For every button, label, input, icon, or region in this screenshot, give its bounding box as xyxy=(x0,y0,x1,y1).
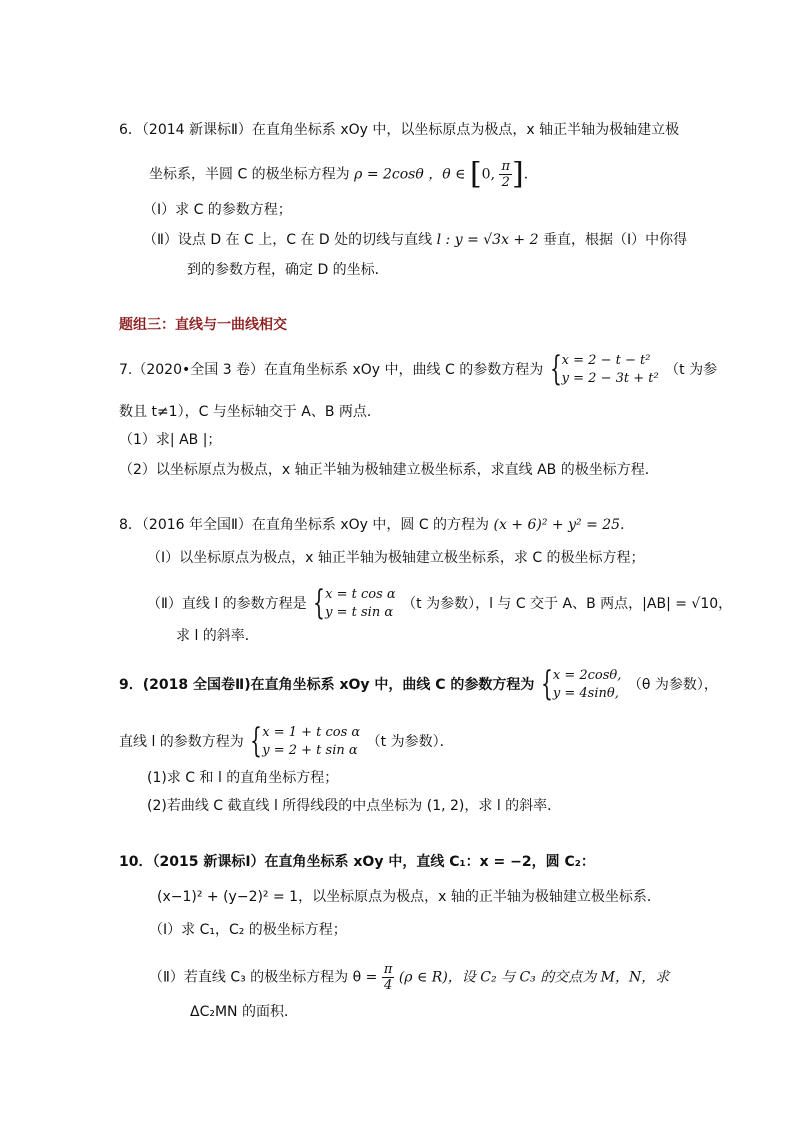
section-heading: 题组三：直线与一曲线相交 xyxy=(119,317,287,333)
q9-line2: 直线 l 的参数方程为 { x = 1 + t cos α y = 2 + t sin α （t 为参数）． xyxy=(119,721,454,761)
q6-line2: 坐标系，半圆 C 的极坐标方程为 ρ = 2cosθ ，θ ∈ [0, $\frac{\pi}{2}$ ]． xyxy=(149,156,538,192)
q9-line3: (1)求 C 和 l 的直角坐标方程； xyxy=(147,770,339,786)
q9-line4: (2)若曲线 C 截直线 l 所得线段的中点坐标为 (1, 2)，求 l 的斜率． xyxy=(147,798,562,814)
q9-system-1: { x = 2cosθ, y = 4sinθ, xyxy=(540,664,622,704)
q8-line2: （Ⅰ）以坐标原点为极点，x 轴正半轴为极轴建立极坐标系，求 C 的极坐标方程； xyxy=(147,550,645,566)
q7-line4: （2）以坐标原点为极点，x 轴正半轴为极轴建立极坐标系，求直线 AB 的极坐标方程． xyxy=(119,462,659,478)
q10-line3: （Ⅰ）求 C₁，C₂ 的极坐标方程； xyxy=(149,922,347,938)
q7-line2: 数且 t≠1），C 与坐标轴交于 A、B 两点． xyxy=(119,404,381,420)
q6-line5: 到的参数方程，确定 D 的坐标． xyxy=(187,262,389,278)
q8-system: { x = t cos α y = t sin α xyxy=(313,583,396,623)
q6-frac: $\frac{\pi}{2}$ xyxy=(501,159,511,190)
q10-line2: (x−1)² + (y−2)² = 1，以坐标原点为极点，x 轴的正半轴为极轴建立极坐标系． xyxy=(157,889,661,905)
q6-line1: 6．（2014 新课标Ⅱ）在直角坐标系 xOy 中，以坐标原点为极点，x 轴正半轴为极轴建立极 xyxy=(119,122,680,138)
q9-line1: 9．(2018 全国卷Ⅱ)在直角坐标系 xOy 中，曲线 C 的参数方程为 { x = 2cosθ, y = 4sinθ, （θ 为参数）， xyxy=(119,664,718,704)
q7-system: { x = 2 − t − t² y = 2 − 3t + t² xyxy=(549,349,659,389)
q8-line4: 求 l 的斜率． xyxy=(176,628,259,644)
q10-line5: ΔC₂MN 的面积． xyxy=(190,1004,298,1020)
q8-line3: （Ⅱ）直线 l 的参数方程是 { x = t cos α y = t sin α （t 为参数），l 与 C 交于 A、B 两点，|AB| = √10， xyxy=(147,583,733,623)
q7-line1: 7.（2020•全国 3 卷）在直角坐标系 xOy 中，曲线 C 的参数方程为 { x = 2 − t − t² y = 2 − 3t + t² （t 为参 xyxy=(119,349,718,389)
q10-frac: $\frac{\pi}{4}$ xyxy=(383,962,393,993)
q10-line4: （Ⅱ）若直线 C₃ 的极坐标方程为 θ = $\frac{\pi}{4}$ (ρ ∈ R)，设 C₂ 与 C₃ 的交点为 M，N，求 xyxy=(149,962,670,993)
q7-line3: （1）求| AB |； xyxy=(119,432,222,448)
q10-line1: 10．（2015 新课标Ⅰ）在直角坐标系 xOy 中，直线 C₁：x = −2，圆 C₂： xyxy=(119,854,595,870)
q6-line3: （Ⅰ）求 C 的参数方程； xyxy=(143,202,292,218)
q6-line4: （Ⅱ）设点 D 在 C 上，C 在 D 处的切线与直线 l : y = √3x + 2 垂直，根据（Ⅰ）中你得 xyxy=(143,232,688,248)
q9-system-2: { x = 1 + t cos α y = 2 + t sin α xyxy=(250,721,361,761)
q8-line1: 8．（2016 年全国Ⅱ）在直角坐标系 xOy 中，圆 C 的方程为 (x + 6)² + y² = 25． xyxy=(119,517,635,533)
